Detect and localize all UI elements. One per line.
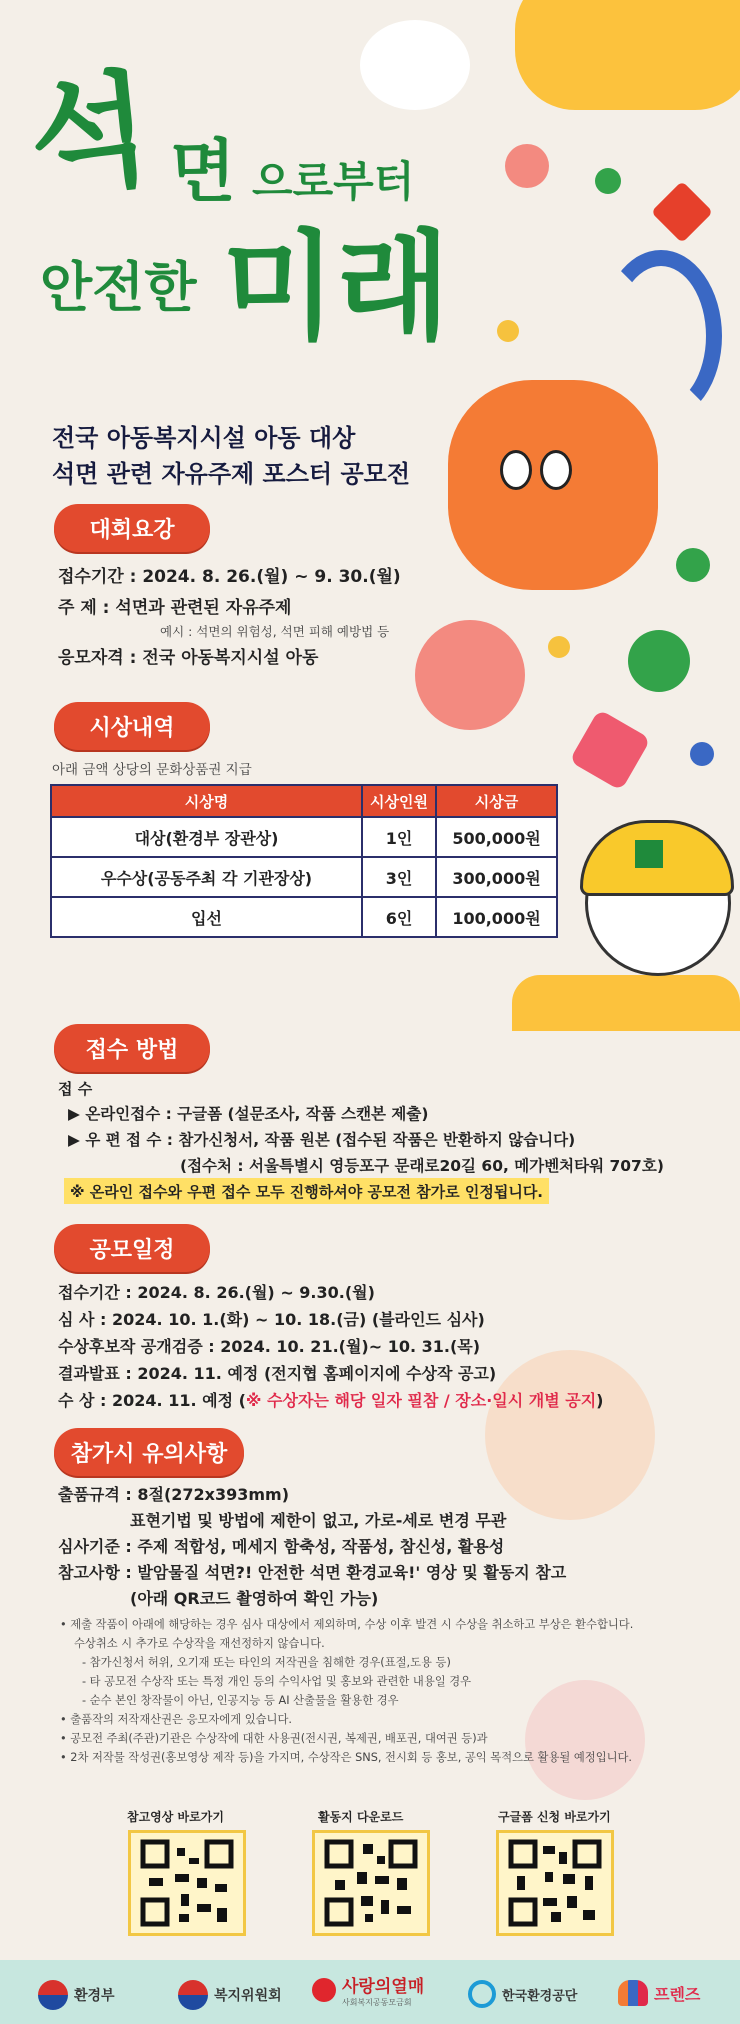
ring-icon (468, 1980, 496, 2008)
decor-green-face (676, 548, 710, 582)
qr-code-worksheet[interactable] (312, 1830, 430, 1936)
notes-size-2: 표현기법 및 방법에 제한이 없고, 가로-세로 변경 무관 (130, 1511, 507, 1530)
table-row (51, 817, 557, 857)
section-header-notes: 참가시 유의사항 (54, 1428, 244, 1476)
table-cell: 1인 (362, 817, 436, 857)
schedule-line-5-highlight: ※ 수상자는 해당 일자 필참 / 장소·일시 개별 공지 (245, 1391, 597, 1410)
hero-char-seok: 석 (22, 57, 157, 213)
submission-notice (64, 1178, 549, 1204)
schedule-line-5-suffix: ) (596, 1391, 604, 1410)
decor-yellow-dot-2 (548, 636, 570, 658)
people-icon (618, 1980, 648, 2006)
notes-bullet-4: - 순수 본인 창작물이 아닌, 인공지능 등 AI 산출물을 활용한 경우 (82, 1694, 399, 1707)
qr-code-icon (137, 1838, 237, 1928)
schedule-line-4: 결과발표 : 2024. 11. 예정 (전지협 홈페이지에 수상작 공고) (58, 1364, 497, 1383)
decor-blue-dot (690, 742, 714, 766)
decor-pink-star (569, 709, 651, 791)
table-row (51, 897, 557, 937)
table-header-cell: 시상금 (436, 785, 557, 817)
qr-code-icon (321, 1838, 421, 1928)
decor-pink-face (505, 144, 549, 188)
qr-label-video: 참고영상 바로가기 (127, 1810, 224, 1824)
section-header-overview: 대회요강 (54, 504, 210, 552)
schedule-line-2: 심 사 : 2024. 10. 1.(화) ~ 10. 18.(금) (블라인드 심사) (58, 1310, 485, 1329)
qr-code-video[interactable] (128, 1830, 246, 1936)
decor-face-eye-left (500, 450, 532, 490)
table-cell: 우수상(공동주최 각 기관장상) (51, 857, 362, 897)
table-header-cell: 시상명 (51, 785, 362, 817)
table-header-row (51, 785, 557, 817)
logo-korea-environment-corp (468, 1980, 577, 2008)
logo-welfare-committee (178, 1980, 282, 2010)
table-cell: 6인 (362, 897, 436, 937)
notes-bullet-7: • 2차 저작물 작성권(홍보영상 제작 등)을 가지며, 수상작은 SNS, 전시회 등 홍보, 공익 목적으로 활용될 예정입니다. (60, 1751, 633, 1764)
decor-red-star (651, 181, 713, 243)
table-cell: 3인 (362, 857, 436, 897)
table-row (51, 857, 557, 897)
notes-reference-1: 참고사항 : 발암물질 석면?! 안전한 석면 환경교육!' 영상 및 활동지 참고 (58, 1563, 567, 1582)
logo-label: 복지위원회 (214, 1988, 282, 2004)
decor-faded-pink (525, 1680, 645, 1800)
notes-size-1: 출품규격 : 8절(272x393mm) (58, 1485, 290, 1504)
submission-mail: ▶ 우 편 접 수 : 참가신청서, 작품 원본 (접수된 작품은 반환하지 않습니다) (68, 1131, 576, 1149)
hero-text-euroboteo: 으로부터 (252, 157, 415, 206)
notes-bullet-1: • 제출 작품이 아래에 해당하는 경우 심사 대상에서 제외하며, 수상 이후 발견 시 수상을 취소하고 부상은 환수합니다. (60, 1618, 634, 1631)
fruit-icon (312, 1978, 336, 2002)
decor-faded-sun (485, 1350, 655, 1520)
logo-sublabel: 사회복지공동모금회 (342, 1998, 412, 2007)
logo-ministry-environment (38, 1980, 115, 2010)
submission-address: (접수처 : 서울특별시 영등포구 문래로20길 60, 메가벤처타워 707호) (180, 1157, 664, 1175)
table-cell: 대상(환경부 장관상) (51, 817, 362, 857)
table-cell: 입선 (51, 897, 362, 937)
decor-yellow-cloud (515, 0, 740, 110)
subtitle-line2: 석면 관련 자유주제 포스터 공모전 (52, 460, 410, 488)
notes-bullet-3: - 타 공모전 수상작 또는 특정 개인 등의 수익사업 및 홍보와 관련한 내용일 경우 (82, 1675, 472, 1688)
overview-period: 접수기간 : 2024. 8. 26.(월) ~ 9. 30.(월) (58, 567, 401, 587)
table-cell: 100,000원 (436, 897, 557, 937)
notes-bullet-1b: 수상취소 시 추가로 수상작을 재선정하지 않습니다. (74, 1637, 325, 1650)
decor-yellow-band (512, 975, 740, 1031)
logo-fruit-of-love (312, 1972, 424, 2008)
qr-code-googleform[interactable] (496, 1830, 614, 1936)
notes-bullet-6: • 공모전 주최(주관)기관은 수상작에 대한 사용권(전시권, 복제권, 배포권, 대여권 등)과 (60, 1732, 488, 1745)
awards-note: 아래 금액 상당의 문화상품권 지급 (52, 762, 252, 778)
table-cell: 500,000원 (436, 817, 557, 857)
qr-code-icon (505, 1838, 605, 1928)
decor-yellow-dot (497, 320, 519, 342)
logo-label: 프렌즈 (654, 1984, 701, 2004)
logo-text-group (342, 1972, 424, 2008)
logo-friends (618, 1980, 700, 2006)
submission-notice-text: ※ 온라인 접수와 우편 접수 모두 진행하셔야 공모전 참가로 인정됩니다. (70, 1182, 544, 1201)
taegeuk-icon (178, 1980, 208, 2010)
logo-label: 사랑의열매 (342, 1977, 425, 1997)
subtitle-line1: 전국 아동복지시설 아동 대상 (52, 424, 356, 452)
hero-text-mirae: 미래 (222, 218, 450, 356)
schedule-line-3: 수상후보작 공개검증 : 2024. 10. 21.(월)~ 10. 31.(목) (58, 1337, 481, 1356)
submission-online: ▶ 온라인접수 : 구글폼 (설문조사, 작품 스캔본 제출) (68, 1105, 429, 1123)
notes-reference-2: (아래 QR코드 촬영하여 확인 가능) (130, 1589, 379, 1608)
logo-label: 한국환경공단 (502, 1988, 578, 2004)
decor-face-eye-right (540, 450, 572, 490)
logo-label: 환경부 (74, 1988, 115, 2004)
schedule-line-1: 접수기간 : 2024. 8. 26.(월) ~ 9.30.(월) (58, 1283, 375, 1302)
flower-character-pink (415, 620, 525, 730)
submission-label: 접 수 (58, 1080, 93, 1098)
taegeuk-icon (38, 1980, 68, 2010)
overview-example: 예시 : 석면의 위험성, 석면 피해 예방법 등 (160, 624, 390, 639)
notes-bullet-2: - 참가신청서 허위, 오기재 또는 타인의 저작권을 침해한 경우(표절,도용 등) (82, 1656, 451, 1669)
schedule-line-5-prefix: 수 상 : 2024. 11. 예정 ( (58, 1391, 246, 1410)
decor-blue-squiggle (600, 250, 722, 422)
decor-green-dot (595, 168, 621, 194)
section-header-schedule: 공모일정 (54, 1224, 210, 1272)
notes-bullet-5: • 출품작의 저작재산권은 응모자에게 있습니다. (60, 1713, 292, 1726)
overview-eligibility: 응모자격 : 전국 아동복지시설 아동 (58, 648, 319, 668)
overview-theme: 주 제 : 석면과 관련된 자유주제 (58, 598, 292, 618)
qr-label-worksheet: 활동지 다운로드 (318, 1810, 404, 1824)
schedule-line-5 (58, 1388, 603, 1411)
decor-palette (360, 20, 470, 110)
decor-green-blob (628, 630, 690, 692)
mascot-helmet-cross (635, 840, 663, 868)
section-header-submission: 접수 방법 (54, 1024, 210, 1072)
table-cell: 300,000원 (436, 857, 557, 897)
hero-char-myeon: 면 (170, 133, 236, 212)
hero-text-anjeonhan: 안전한 (40, 256, 197, 319)
table-header-cell: 시상인원 (362, 785, 436, 817)
awards-table (50, 784, 558, 938)
notes-criteria: 심사기준 : 주제 적합성, 메세지 함축성, 작품성, 참신성, 활용성 (58, 1537, 505, 1556)
qr-label-googleform: 구글폼 신청 바로가기 (498, 1810, 611, 1824)
section-header-awards: 시상내역 (54, 702, 210, 750)
